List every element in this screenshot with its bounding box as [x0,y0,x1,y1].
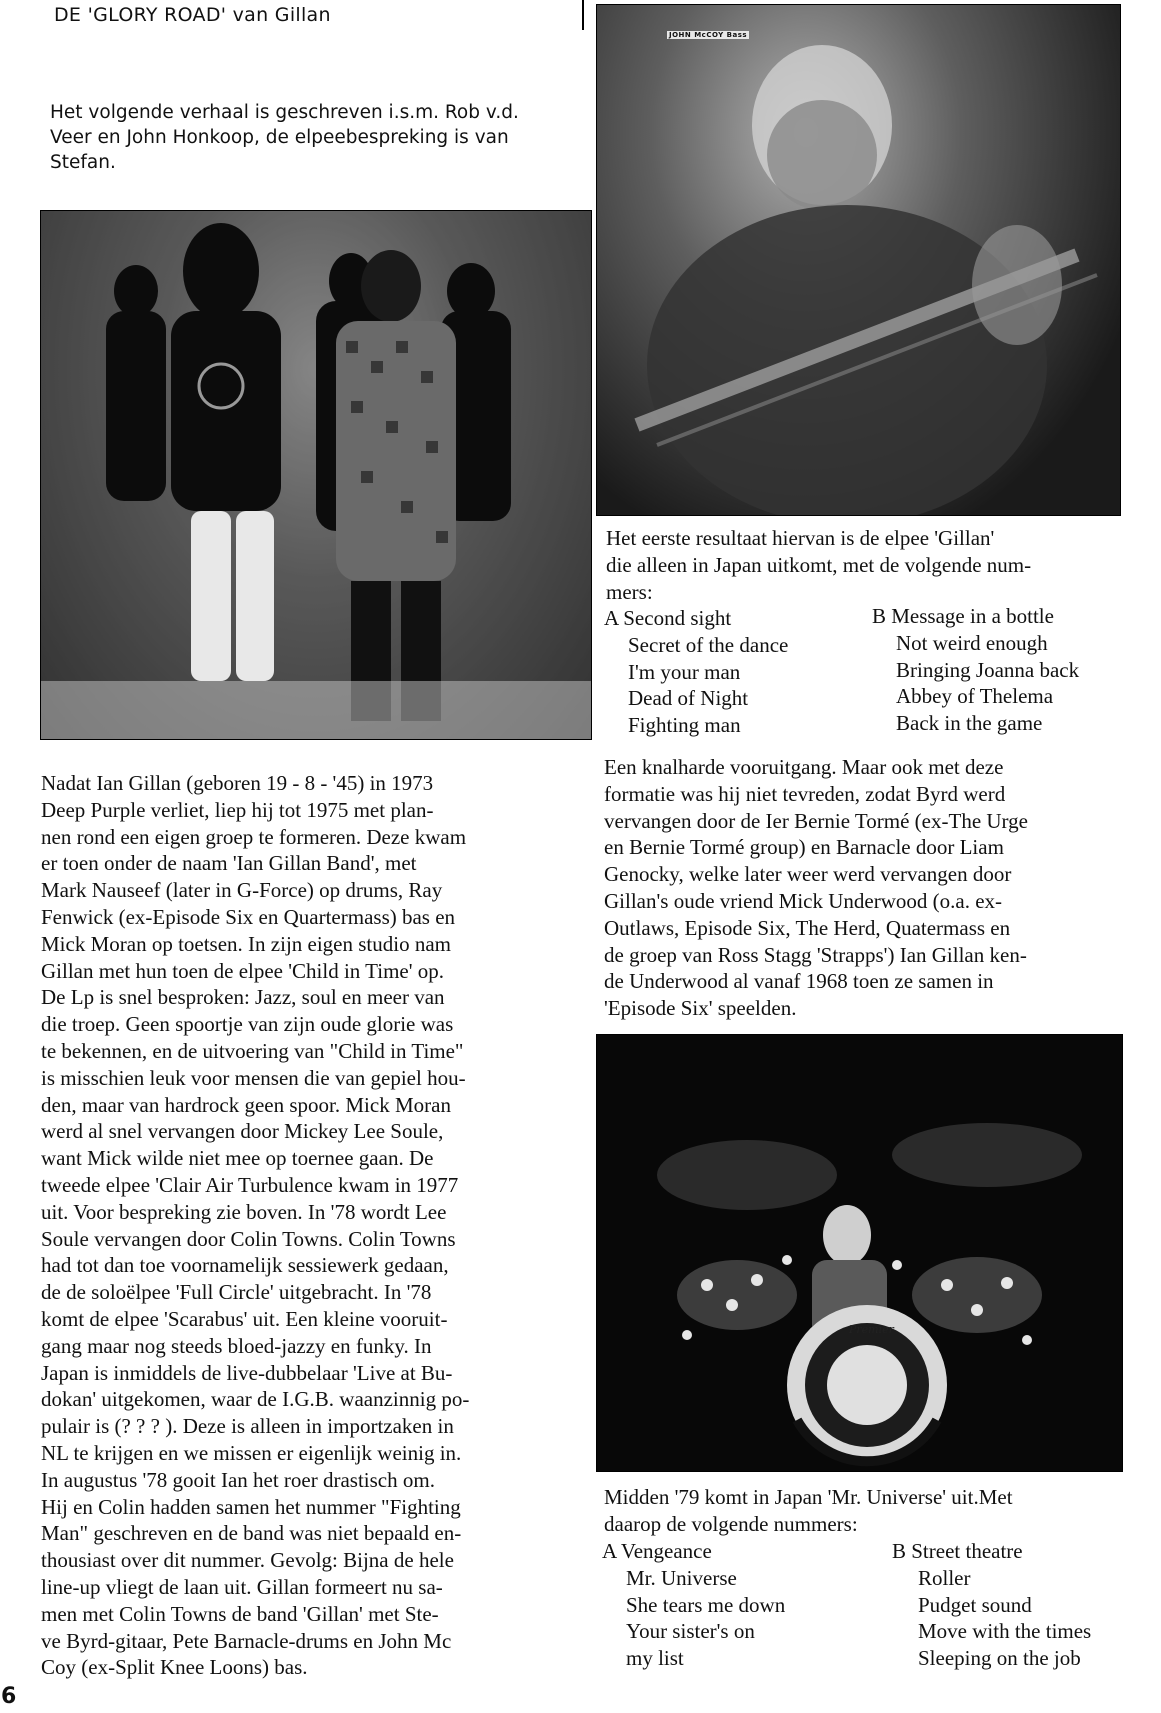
text-line: formatie was hij niet tevreden, zodat Byrd werd [604,781,1006,806]
release-intro-paragraph [606,525,1031,605]
text-line: Gillan met hun toen de elpee 'Child in Time' op. [41,958,445,983]
text-line: Nadat Ian Gillan (geboren 19 - 8 - '45) in 1973 [41,771,434,795]
text-line: daarop de volgende nummers: [604,1511,858,1536]
text-line: Genocky, welke later weer werd vervangen door [604,862,1012,887]
text-line: Het eerste resultaat hiervan is de elpee 'Gillan' [606,526,995,550]
bassist-photo [596,4,1121,516]
mr-universe-intro [604,1484,1013,1538]
text-line: want Mick wilde niet mee op toernee gaan. De [41,1146,434,1171]
intro-line: Stefan. [50,152,116,173]
track-item: Bringing Joanna back [896,657,1080,682]
text-line: Deep Purple verliet, liep hij tot 1975 met plan- [41,797,434,822]
text-line: NL te krijgen en we missen er eigenlijk weinig in. [41,1440,462,1465]
drummer-photo [596,1034,1123,1472]
track-item: Move with the times [918,1619,1092,1644]
gillan-history-paragraph [41,770,469,1681]
text-line: pulair is (? ? ? ). Deze is alleen in importzaken in [41,1414,454,1439]
track-item: Pudget sound [918,1592,1032,1617]
lineup-change-paragraph [604,754,1028,1022]
track-item: Back in the game [896,711,1043,736]
text-line: Mick Moran op toetsen. In zijn eigen studio nam [41,931,452,956]
track-item: Fighting man [628,713,741,738]
track-item: A Vengeance [602,1539,712,1563]
track-item: Not weird enough [896,630,1048,655]
column-divider [582,0,584,30]
text-line: nen rond een eigen groep te formeren. Deze kwam [41,824,467,849]
band-photo-image [41,211,591,739]
text-line: werd al snel vervangen door Mickey Lee Soule, [41,1119,444,1144]
page-title: DE 'GLORY ROAD' van Gillan [54,4,331,26]
intro-paragraph [50,100,570,175]
text-line: ve Byrd-gitaar, Pete Barnacle-drums en John Mc [41,1628,452,1653]
album-gillan-side-a [604,605,788,739]
page-number: 6 [1,1684,17,1709]
text-line: en Bernie Tormé group) en Barnacle door Liam [604,835,1004,860]
album-mr-universe-side-a [602,1538,785,1672]
text-line: men met Colin Towns de band 'Gillan' met Ste- [41,1601,439,1626]
text-line: te bekennen, en de uitvoering van "Child in Time" [41,1038,464,1063]
band-photo [40,210,592,740]
drum-brand-label: Premier [849,1323,894,1336]
text-line: Hij en Colin hadden samen het nummer "Fighting [41,1494,461,1519]
text-line: de Underwood al vanaf 1968 toen ze samen in [604,969,994,994]
album-gillan-side-b [872,603,1079,737]
drummer-photo-image [597,1035,1122,1471]
text-line: had tot dan toe voornamelijk sessiewerk gedaan, [41,1253,449,1278]
track-item: Abbey of Thelema [896,684,1054,709]
text-line: In augustus '78 gooit Ian het roer drastisch om. [41,1467,435,1492]
text-line: Soule vervangen door Colin Towns. Colin Towns [41,1226,456,1251]
track-item: B Street theatre [892,1539,1023,1563]
text-line: mers: [606,579,653,604]
text-line: line-up vliegt de laan uit. Gillan formeert nu sa- [41,1574,443,1599]
track-item: B Message in a bottle [872,604,1054,628]
track-item: She tears me down [626,1592,786,1617]
text-line: gang maar nog steeds bloed-jazzy en funky. In [41,1333,432,1358]
text-line: Fenwick (ex-Episode Six en Quartermass) bas en [41,904,456,929]
text-line: er toen onder de naam 'Ian Gillan Band', met [41,851,417,876]
text-line: uit. Voor bespreking zie boven. In '78 wordt Lee [41,1199,447,1224]
text-line: Coy (ex-Split Knee Loons) bas. [41,1655,308,1680]
text-line: tweede elpee 'Clair Air Turbulence kwam in 1977 [41,1172,459,1197]
text-line: Outlaws, Episode Six, The Herd, Quatermass en [604,915,1011,940]
track-item: A Second sight [604,606,732,630]
text-line: vervangen door de Ier Bernie Tormé (ex-The Urge [604,808,1028,833]
text-line: den, maar van hardrock geen spoor. Mick Moran [41,1092,451,1117]
intro-line: Het volgende verhaal is geschreven i.s.m. Rob v.d. [50,102,519,123]
text-line: die alleen in Japan uitkomt, met de volgende num- [606,552,1032,577]
text-line: Mark Nauseef (later in G-Force) op drums, Ray [41,878,443,903]
text-line: Gillan's oude vriend Mick Underwood (o.a. ex- [604,888,1003,913]
track-item: Your sister's on [626,1619,755,1644]
track-item: Secret of the dance [628,632,789,657]
intro-line: Veer en John Honkoop, de elpeebespreking is van [50,127,509,148]
photo-caption-label: JOHN McCOY Bass [669,31,748,39]
text-line: is misschien leuk voor mensen die van gepiel hou- [41,1065,466,1090]
text-line: komt de elpee 'Scarabus' uit. Een kleine vooruit- [41,1306,448,1331]
text-line: thousiast over dit nummer. Gevolg: Bijna de hele [41,1548,454,1573]
text-line: Midden '79 komt in Japan 'Mr. Universe' uit.Met [604,1485,1013,1509]
text-line: dokan' uitgekomen, waar de I.G.B. waanzinnig po- [41,1387,470,1412]
track-item: I'm your man [628,659,741,684]
track-item: Mr. Universe [626,1565,737,1590]
text-line: de groep van Ross Stagg 'Strapps') Ian Gillan ken- [604,942,1027,967]
bassist-photo-image [597,5,1120,515]
album-mr-universe-side-b [892,1538,1091,1672]
text-line: De Lp is snel besproken: Jazz, soul en meer van [41,985,445,1010]
text-line: Man" geschreven en de band was niet bepaald en- [41,1521,462,1546]
track-item: Dead of Night [628,686,749,711]
track-item: Roller [918,1565,971,1590]
text-line: de de soloëlpee 'Full Circle' uitgebracht. In '78 [41,1280,432,1305]
text-line: 'Episode Six' speelden. [604,996,797,1021]
track-item: my list [626,1646,684,1671]
text-line: Japan is inmiddels de live-dubbelaar 'Live at Bu- [41,1360,453,1385]
text-line: die troep. Geen spoortje van zijn oude glorie was [41,1012,454,1037]
text-line: Een knalharde vooruitgang. Maar ook met deze [604,755,1004,779]
track-item: Sleeping on the job [918,1646,1081,1671]
